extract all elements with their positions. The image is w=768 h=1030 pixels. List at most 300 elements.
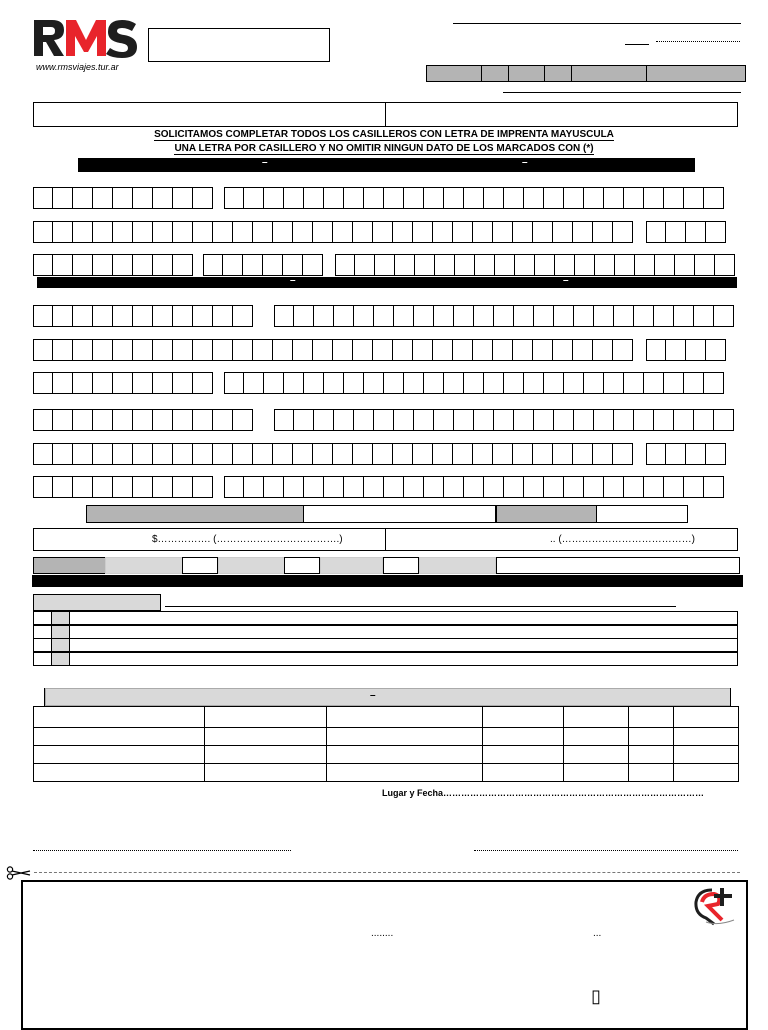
- letter-box[interactable]: [613, 339, 633, 361]
- letter-box[interactable]: [634, 409, 654, 431]
- letter-box[interactable]: [273, 339, 293, 361]
- letter-box[interactable]: [413, 339, 433, 361]
- table-cell[interactable]: [326, 727, 483, 746]
- letter-box[interactable]: [193, 443, 213, 465]
- letter-box[interactable]: [133, 254, 153, 276]
- letter-box[interactable]: [253, 339, 273, 361]
- letter-box[interactable]: [293, 339, 313, 361]
- field-cell-2[interactable]: [596, 505, 688, 523]
- table-cell[interactable]: [326, 763, 483, 782]
- letter-box[interactable]: [674, 409, 694, 431]
- letter-box[interactable]: [513, 443, 533, 465]
- letter-box[interactable]: [213, 305, 233, 327]
- letter-box[interactable]: [264, 372, 284, 394]
- check-box[interactable]: [33, 625, 52, 639]
- letter-box[interactable]: [113, 372, 133, 394]
- letter-box[interactable]: [593, 221, 613, 243]
- letter-box[interactable]: [373, 339, 393, 361]
- letter-box[interactable]: [213, 409, 233, 431]
- table-cell[interactable]: [482, 745, 564, 764]
- letter-box[interactable]: [646, 443, 666, 465]
- check-line-field[interactable]: [69, 652, 738, 666]
- letter-box[interactable]: [464, 476, 484, 498]
- letter-box[interactable]: [453, 221, 473, 243]
- letter-box[interactable]: [364, 476, 384, 498]
- letter-box[interactable]: [293, 443, 313, 465]
- letter-box[interactable]: [453, 443, 473, 465]
- letter-box[interactable]: [53, 476, 73, 498]
- check-line-field[interactable]: [69, 611, 738, 625]
- letter-box[interactable]: [53, 305, 73, 327]
- letter-box[interactable]: [433, 221, 453, 243]
- letter-box[interactable]: [173, 187, 193, 209]
- letter-box[interactable]: [594, 409, 614, 431]
- letter-box[interactable]: [644, 372, 664, 394]
- letter-box[interactable]: [333, 339, 353, 361]
- letter-box[interactable]: [93, 187, 113, 209]
- letter-box[interactable]: [524, 476, 544, 498]
- letter-box[interactable]: [533, 339, 553, 361]
- letter-box[interactable]: [493, 443, 513, 465]
- letter-box[interactable]: [655, 254, 675, 276]
- letter-box[interactable]: [173, 305, 193, 327]
- header-box[interactable]: [148, 28, 330, 62]
- letter-box[interactable]: [273, 221, 293, 243]
- letter-box[interactable]: [93, 409, 113, 431]
- letter-box[interactable]: [454, 305, 474, 327]
- letter-box[interactable]: [654, 409, 674, 431]
- letter-box[interactable]: [253, 221, 273, 243]
- option-box-3[interactable]: [383, 557, 419, 574]
- letter-box[interactable]: [564, 187, 584, 209]
- letter-box[interactable]: [93, 372, 113, 394]
- letter-box[interactable]: [504, 476, 524, 498]
- table-cell[interactable]: [326, 706, 483, 728]
- letter-box[interactable]: [313, 221, 333, 243]
- table-cell[interactable]: [204, 727, 327, 746]
- letter-box[interactable]: [113, 443, 133, 465]
- letter-box[interactable]: [73, 187, 93, 209]
- table-cell[interactable]: [33, 763, 205, 782]
- letter-box[interactable]: [394, 305, 414, 327]
- letter-box[interactable]: [193, 187, 213, 209]
- letter-box[interactable]: [354, 409, 374, 431]
- letter-box[interactable]: [404, 476, 424, 498]
- letter-box[interactable]: [715, 254, 735, 276]
- letter-box[interactable]: [373, 443, 393, 465]
- letter-box[interactable]: [594, 305, 614, 327]
- letter-box[interactable]: [593, 443, 613, 465]
- letter-box[interactable]: [354, 305, 374, 327]
- letter-box[interactable]: [424, 372, 444, 394]
- letter-box[interactable]: [384, 187, 404, 209]
- letter-box[interactable]: [224, 476, 244, 498]
- letter-box[interactable]: [353, 339, 373, 361]
- letter-box[interactable]: [33, 409, 53, 431]
- letter-box[interactable]: [33, 305, 53, 327]
- letter-box[interactable]: [414, 409, 434, 431]
- letter-box[interactable]: [624, 372, 644, 394]
- letter-box[interactable]: [504, 187, 524, 209]
- letter-box[interactable]: [264, 476, 284, 498]
- letter-box[interactable]: [244, 187, 264, 209]
- letter-box[interactable]: [213, 221, 233, 243]
- letter-box[interactable]: [666, 221, 686, 243]
- letter-box[interactable]: [173, 476, 193, 498]
- letter-box[interactable]: [153, 409, 173, 431]
- letter-box[interactable]: [415, 254, 435, 276]
- letter-box[interactable]: [493, 339, 513, 361]
- letter-box[interactable]: [264, 187, 284, 209]
- letter-box[interactable]: [173, 339, 193, 361]
- letter-box[interactable]: [474, 305, 494, 327]
- letter-box[interactable]: [375, 254, 395, 276]
- letter-box[interactable]: [615, 254, 635, 276]
- letter-box[interactable]: [93, 476, 113, 498]
- letter-box[interactable]: [344, 372, 364, 394]
- letter-box[interactable]: [113, 254, 133, 276]
- letter-box[interactable]: [573, 221, 593, 243]
- letter-box[interactable]: [33, 187, 53, 209]
- letter-box[interactable]: [133, 187, 153, 209]
- check-box[interactable]: [33, 638, 52, 652]
- letter-box[interactable]: [153, 339, 173, 361]
- letter-box[interactable]: [413, 221, 433, 243]
- letter-box[interactable]: [213, 339, 233, 361]
- letter-box[interactable]: [73, 339, 93, 361]
- letter-box[interactable]: [604, 372, 624, 394]
- letter-box[interactable]: [604, 187, 624, 209]
- table-cell[interactable]: [204, 706, 327, 728]
- letter-box[interactable]: [113, 221, 133, 243]
- letter-box[interactable]: [634, 305, 654, 327]
- letter-box[interactable]: [93, 221, 113, 243]
- letter-box[interactable]: [554, 409, 574, 431]
- letter-box[interactable]: [304, 476, 324, 498]
- letter-box[interactable]: [614, 409, 634, 431]
- letter-box[interactable]: [53, 221, 73, 243]
- letter-box[interactable]: [453, 339, 473, 361]
- letter-box[interactable]: [53, 254, 73, 276]
- check-box[interactable]: [33, 652, 52, 666]
- letter-box[interactable]: [704, 476, 724, 498]
- letter-box[interactable]: [704, 187, 724, 209]
- letter-box[interactable]: [564, 372, 584, 394]
- letter-box[interactable]: [244, 372, 264, 394]
- letter-box[interactable]: [646, 221, 666, 243]
- letter-box[interactable]: [213, 443, 233, 465]
- letter-box[interactable]: [193, 476, 213, 498]
- letter-box[interactable]: [694, 409, 714, 431]
- letter-box[interactable]: [574, 409, 594, 431]
- letter-box[interactable]: [233, 443, 253, 465]
- letter-box[interactable]: [253, 443, 273, 465]
- letter-box[interactable]: [334, 305, 354, 327]
- table-cell[interactable]: [628, 763, 674, 782]
- letter-box[interactable]: [475, 254, 495, 276]
- top-field-left[interactable]: [33, 102, 386, 127]
- letter-box[interactable]: [473, 221, 493, 243]
- table-cell[interactable]: [482, 763, 564, 782]
- letter-box[interactable]: [113, 409, 133, 431]
- letter-box[interactable]: [584, 372, 604, 394]
- letter-box[interactable]: [193, 305, 213, 327]
- letter-box[interactable]: [553, 443, 573, 465]
- letter-box[interactable]: [173, 221, 193, 243]
- letter-box[interactable]: [434, 305, 454, 327]
- letter-box[interactable]: [333, 221, 353, 243]
- letter-box[interactable]: [233, 305, 253, 327]
- letter-box[interactable]: [193, 221, 213, 243]
- letter-box[interactable]: [404, 187, 424, 209]
- letter-box[interactable]: [73, 476, 93, 498]
- letter-box[interactable]: [555, 254, 575, 276]
- letter-box[interactable]: [484, 476, 504, 498]
- table-cell[interactable]: [33, 706, 205, 728]
- letter-box[interactable]: [313, 339, 333, 361]
- letter-box[interactable]: [33, 476, 53, 498]
- letter-box[interactable]: [153, 476, 173, 498]
- letter-box[interactable]: [133, 409, 153, 431]
- letter-box[interactable]: [355, 254, 375, 276]
- letter-box[interactable]: [294, 409, 314, 431]
- letter-box[interactable]: [424, 476, 444, 498]
- letter-box[interactable]: [133, 372, 153, 394]
- letter-box[interactable]: [393, 339, 413, 361]
- letter-box[interactable]: [233, 339, 253, 361]
- letter-box[interactable]: [584, 476, 604, 498]
- table-cell[interactable]: [673, 763, 739, 782]
- letter-box[interactable]: [113, 305, 133, 327]
- letter-box[interactable]: [593, 339, 613, 361]
- table-cell[interactable]: [326, 745, 483, 764]
- letter-box[interactable]: [153, 254, 173, 276]
- table-cell[interactable]: [204, 745, 327, 764]
- letter-box[interactable]: [584, 187, 604, 209]
- letter-box[interactable]: [73, 254, 93, 276]
- letter-box[interactable]: [334, 409, 354, 431]
- letter-box[interactable]: [324, 476, 344, 498]
- letter-box[interactable]: [635, 254, 655, 276]
- letter-box[interactable]: [344, 476, 364, 498]
- letter-box[interactable]: [675, 254, 695, 276]
- check-line-field[interactable]: [69, 625, 738, 639]
- letter-box[interactable]: [686, 339, 706, 361]
- letter-box[interactable]: [374, 305, 394, 327]
- letter-box[interactable]: [524, 187, 544, 209]
- letter-box[interactable]: [654, 305, 674, 327]
- letter-box[interactable]: [133, 476, 153, 498]
- top-field-right[interactable]: [385, 102, 738, 127]
- letter-box[interactable]: [513, 339, 533, 361]
- letter-box[interactable]: [283, 254, 303, 276]
- letter-box[interactable]: [553, 221, 573, 243]
- letter-box[interactable]: [233, 221, 253, 243]
- letter-box[interactable]: [695, 254, 715, 276]
- letter-box[interactable]: [374, 409, 394, 431]
- letter-box[interactable]: [33, 221, 53, 243]
- letter-box[interactable]: [223, 254, 243, 276]
- letter-box[interactable]: [173, 372, 193, 394]
- letter-box[interactable]: [533, 443, 553, 465]
- letter-box[interactable]: [455, 254, 475, 276]
- letter-box[interactable]: [33, 443, 53, 465]
- letter-box[interactable]: [706, 339, 726, 361]
- letter-box[interactable]: [353, 221, 373, 243]
- letter-box[interactable]: [153, 187, 173, 209]
- letter-box[interactable]: [274, 305, 294, 327]
- letter-box[interactable]: [173, 409, 193, 431]
- letter-box[interactable]: [706, 221, 726, 243]
- letter-box[interactable]: [324, 187, 344, 209]
- letter-box[interactable]: [684, 372, 704, 394]
- letter-box[interactable]: [395, 254, 415, 276]
- letter-box[interactable]: [33, 372, 53, 394]
- letter-box[interactable]: [473, 443, 493, 465]
- letter-box[interactable]: [364, 187, 384, 209]
- table-cell[interactable]: [628, 727, 674, 746]
- table-cell[interactable]: [628, 706, 674, 728]
- letter-box[interactable]: [293, 221, 313, 243]
- letter-box[interactable]: [263, 254, 283, 276]
- letter-box[interactable]: [193, 339, 213, 361]
- letter-box[interactable]: [686, 221, 706, 243]
- letter-box[interactable]: [666, 339, 686, 361]
- letter-box[interactable]: [93, 443, 113, 465]
- letter-box[interactable]: [686, 443, 706, 465]
- letter-box[interactable]: [373, 221, 393, 243]
- letter-box[interactable]: [433, 443, 453, 465]
- letter-box[interactable]: [93, 339, 113, 361]
- check-box[interactable]: [33, 611, 52, 625]
- letter-box[interactable]: [533, 221, 553, 243]
- letter-box[interactable]: [274, 409, 294, 431]
- letter-box[interactable]: [393, 221, 413, 243]
- option-box-2[interactable]: [284, 557, 320, 574]
- letter-box[interactable]: [193, 372, 213, 394]
- letter-box[interactable]: [454, 409, 474, 431]
- letter-box[interactable]: [153, 443, 173, 465]
- letter-box[interactable]: [53, 443, 73, 465]
- letter-box[interactable]: [504, 372, 524, 394]
- letter-box[interactable]: [534, 409, 554, 431]
- letter-box[interactable]: [113, 339, 133, 361]
- letter-box[interactable]: [464, 187, 484, 209]
- letter-box[interactable]: [706, 443, 726, 465]
- letter-box[interactable]: [515, 254, 535, 276]
- letter-box[interactable]: [464, 372, 484, 394]
- letter-box[interactable]: [613, 221, 633, 243]
- letter-box[interactable]: [384, 476, 404, 498]
- letter-box[interactable]: [484, 187, 504, 209]
- letter-box[interactable]: [514, 409, 534, 431]
- letter-box[interactable]: [173, 443, 193, 465]
- letter-box[interactable]: [573, 443, 593, 465]
- letter-box[interactable]: [604, 476, 624, 498]
- letter-box[interactable]: [524, 372, 544, 394]
- letter-box[interactable]: [494, 305, 514, 327]
- letter-box[interactable]: [613, 443, 633, 465]
- letter-box[interactable]: [133, 443, 153, 465]
- letter-box[interactable]: [444, 476, 464, 498]
- letter-box[interactable]: [544, 372, 564, 394]
- letter-box[interactable]: [53, 372, 73, 394]
- letter-box[interactable]: [614, 305, 634, 327]
- letter-box[interactable]: [644, 187, 664, 209]
- letter-box[interactable]: [93, 254, 113, 276]
- letter-box[interactable]: [714, 409, 734, 431]
- letter-box[interactable]: [624, 187, 644, 209]
- table-cell[interactable]: [628, 745, 674, 764]
- option-field-wide[interactable]: [496, 557, 740, 574]
- letter-box[interactable]: [554, 305, 574, 327]
- letter-box[interactable]: [335, 254, 355, 276]
- letter-box[interactable]: [284, 476, 304, 498]
- letter-box[interactable]: [203, 254, 223, 276]
- letter-box[interactable]: [544, 187, 564, 209]
- letter-box[interactable]: [534, 305, 554, 327]
- check-line-field[interactable]: [69, 638, 738, 652]
- letter-box[interactable]: [714, 305, 734, 327]
- letter-box[interactable]: [424, 187, 444, 209]
- letter-box[interactable]: [513, 221, 533, 243]
- letter-box[interactable]: [553, 339, 573, 361]
- table-cell[interactable]: [563, 745, 629, 764]
- letter-box[interactable]: [153, 372, 173, 394]
- table-cell[interactable]: [673, 706, 739, 728]
- letter-box[interactable]: [494, 409, 514, 431]
- letter-box[interactable]: [704, 372, 724, 394]
- letter-box[interactable]: [53, 409, 73, 431]
- table-cell[interactable]: [204, 763, 327, 782]
- letter-box[interactable]: [674, 305, 694, 327]
- letter-box[interactable]: [394, 409, 414, 431]
- letter-box[interactable]: [664, 476, 684, 498]
- letter-box[interactable]: [544, 476, 564, 498]
- letter-box[interactable]: [314, 409, 334, 431]
- table-cell[interactable]: [673, 745, 739, 764]
- table-cell[interactable]: [482, 706, 564, 728]
- table-cell[interactable]: [563, 727, 629, 746]
- letter-box[interactable]: [694, 305, 714, 327]
- letter-box[interactable]: [333, 443, 353, 465]
- letter-box[interactable]: [514, 305, 534, 327]
- letter-box[interactable]: [393, 443, 413, 465]
- letter-box[interactable]: [484, 372, 504, 394]
- letter-box[interactable]: [664, 372, 684, 394]
- letter-box[interactable]: [646, 339, 666, 361]
- letter-box[interactable]: [313, 443, 333, 465]
- letter-box[interactable]: [344, 187, 364, 209]
- letter-box[interactable]: [664, 187, 684, 209]
- letter-box[interactable]: [73, 372, 93, 394]
- letter-box[interactable]: [564, 476, 584, 498]
- letter-box[interactable]: [324, 372, 344, 394]
- letter-box[interactable]: [573, 339, 593, 361]
- letter-box[interactable]: [304, 372, 324, 394]
- letter-box[interactable]: [595, 254, 615, 276]
- letter-box[interactable]: [153, 221, 173, 243]
- letter-box[interactable]: [684, 187, 704, 209]
- letter-box[interactable]: [53, 339, 73, 361]
- letter-box[interactable]: [304, 187, 324, 209]
- letter-box[interactable]: [364, 372, 384, 394]
- letter-box[interactable]: [574, 305, 594, 327]
- letter-box[interactable]: [133, 221, 153, 243]
- letter-box[interactable]: [493, 221, 513, 243]
- table-cell[interactable]: [33, 745, 205, 764]
- letter-box[interactable]: [404, 372, 424, 394]
